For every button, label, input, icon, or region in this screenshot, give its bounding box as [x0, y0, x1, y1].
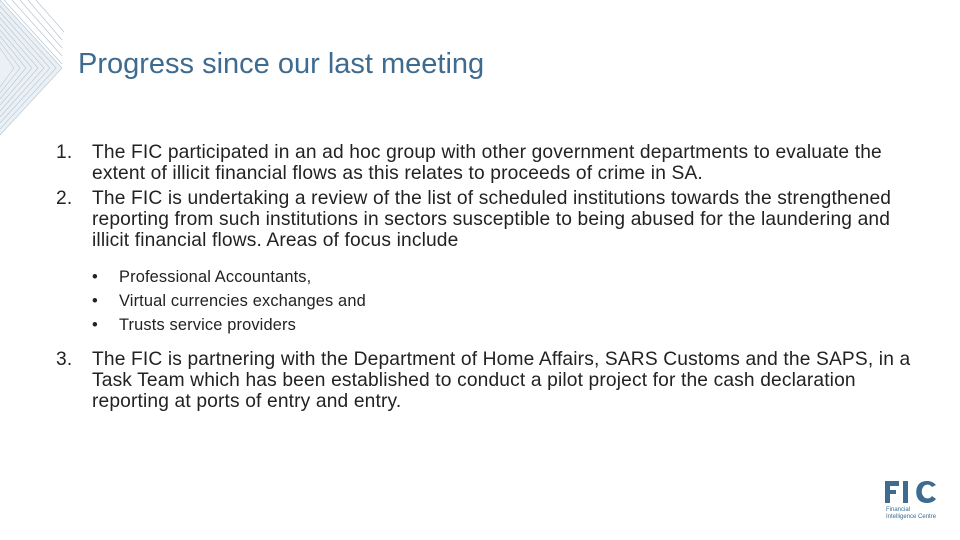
- sub-bullet-item: [92, 289, 916, 313]
- content-list: [56, 142, 916, 412]
- list-item: [56, 142, 916, 184]
- bullet-icon: •: [92, 268, 98, 286]
- bullet-icon: •: [92, 292, 98, 310]
- item-text: The FIC is undertaking a review of the list of scheduled institutions towards the strengthened reporting from such institutions in sectors susceptible to being abused for the laundering and illicit financial flows. Areas of focus include: [92, 188, 892, 251]
- sub-bullet-item: [92, 265, 916, 289]
- bullet-text: Trusts service providers: [119, 316, 296, 334]
- sub-bullet-item: [92, 313, 916, 337]
- list-item: [56, 188, 916, 251]
- sub-bullet-list: [92, 265, 916, 337]
- bullet-text: Professional Accountants,: [119, 268, 312, 286]
- item-text: The FIC participated in an ad hoc group with other government departments to evaluate the extent of illicit financial flows as this relates to proceeds of crime in SA.: [92, 142, 882, 184]
- slide-title: Progress since our last meeting: [78, 48, 485, 80]
- item-number: 1.: [56, 142, 73, 163]
- bullet-text: Virtual currencies exchanges and: [119, 292, 366, 310]
- list-item: [56, 349, 916, 412]
- item-text: The FIC is partnering with the Department of Home Affairs, SARS Customs and the SAPS, in a Task Team which has been established to conduct a pilot project for the cash declaration reporting at ports of entry and entry.: [92, 349, 911, 412]
- corner-decoration: [0, 0, 80, 135]
- item-number: 3.: [56, 349, 73, 370]
- bullet-icon: •: [92, 316, 98, 334]
- logo-tagline: Financial Intelligence Centre: [886, 507, 937, 520]
- item-number: 2.: [56, 188, 73, 209]
